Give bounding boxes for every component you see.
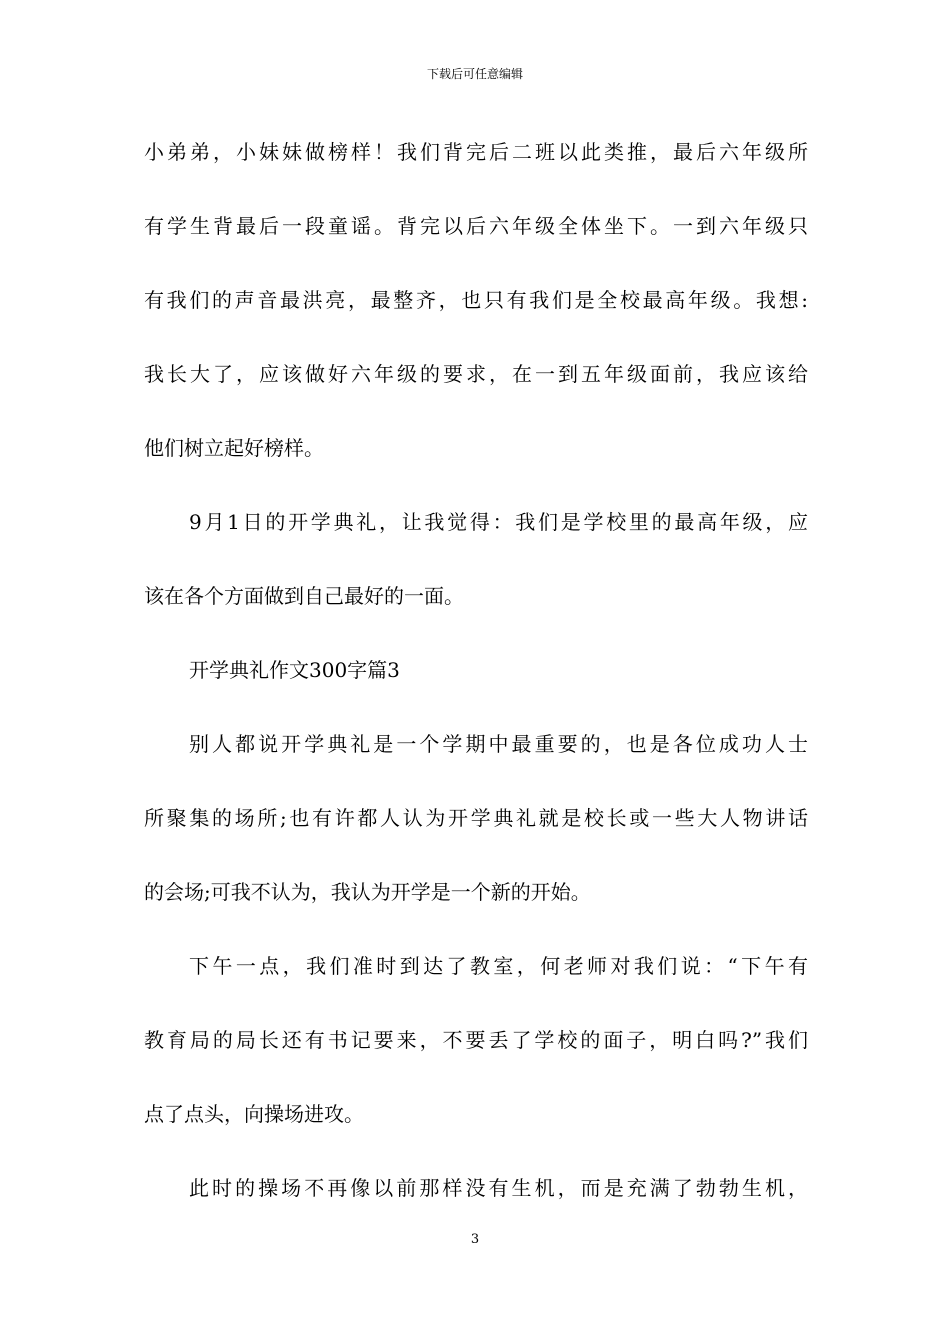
page-header: 下载后可任意编辑	[426, 67, 523, 81]
text-line: 所聚集的场所;也有许都人认为开学典礼就是校长或一些大人物讲话	[144, 806, 808, 830]
text-line: 他们树立起好榜样。	[144, 436, 324, 460]
text-line: 此时的操场不再像以前那样没有生机，而是充满了勃勃生机，	[189, 1176, 808, 1200]
page-number: 3	[470, 1232, 480, 1247]
text-line: 该在各个方面做到自己最好的一面。	[144, 584, 464, 608]
text-line: 教育局的局长还有书记要来，不要丢了学校的面子，明白吗?”我们	[144, 1028, 808, 1052]
text-line: 的会场;可我不认为，我认为开学是一个新的开始。	[144, 880, 591, 904]
text-line: 小弟弟，小妹妹做榜样！我们背完后二班以此类推，最后六年级所	[144, 140, 808, 164]
section-heading: 开学典礼作文300字篇3	[189, 658, 400, 682]
text-line: 别人都说开学典礼是一个学期中最重要的，也是各位成功人士	[189, 732, 808, 756]
text-line: 我长大了，应该做好六年级的要求，在一到五年级面前，我应该给	[144, 362, 808, 386]
text-line: 点了点头，向操场进攻。	[144, 1102, 364, 1126]
text-line: 有学生背最后一段童谣。背完以后六年级全体坐下。一到六年级只	[144, 214, 808, 238]
text-line: 有我们的声音最洪亮，最整齐，也只有我们是全校最高年级。我想:	[144, 288, 808, 312]
text-line: 9月1日的开学典礼，让我觉得：我们是学校里的最高年级，应	[189, 510, 808, 534]
text-line: 下午一点，我们准时到达了教室，何老师对我们说：“下午有	[189, 954, 808, 978]
